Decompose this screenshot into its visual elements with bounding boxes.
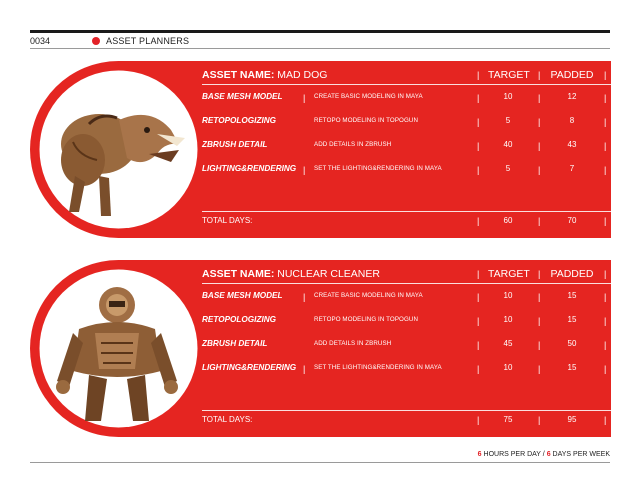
page-title: ASSET PLANNERS [106,36,190,46]
table-row: BASE MESH MODEL | CREATE BASIC MODELING IN MAYA | 10 | 15 | [202,291,607,302]
page-header [30,36,610,48]
nuclear-cleaner-illustration-icon [39,271,194,426]
total-target: 60 [503,216,513,225]
target-value: 10 [503,92,513,101]
table-row: LIGHTING&RENDERING | SET THE LIGHTING&RENDERING IN MAYA | 10 | 15 | [202,363,607,374]
total-label: TOTAL DAYS: [202,415,253,424]
padded-value: 8 [569,116,575,125]
total-row: TOTAL DAYS: | 60 | 70 | [202,216,607,226]
asset-card-nuclear-cleaner [30,260,611,437]
col-padded: PADDED [550,69,594,81]
asset-title [202,69,327,81]
total-padded: 95 [567,415,577,424]
total-padded: 70 [567,216,577,225]
target-value: 10 [503,291,513,300]
asset-name-label: ASSET NAME: [202,69,275,81]
padded-value: 15 [567,363,577,372]
task-name: ZBRUSH DETAIL [202,140,268,149]
total-divider [202,410,611,411]
col-padded: PADDED [550,268,594,280]
total-label: TOTAL DAYS: [202,216,253,225]
table-row: ZBRUSH DETAIL ADD DETAILS IN ZBRUSH | 45 | 50 | [202,339,607,350]
target-value: 10 [503,363,513,372]
hours-per-day-value: 6 [477,451,482,458]
task-desc: CREATE BASIC MODELING IN MAYA [314,93,423,100]
asset-name-label: ASSET NAME: [202,268,275,280]
asset-title [202,268,380,280]
task-desc: ADD DETAILS IN ZBRUSH [314,141,392,148]
hours-per-day-label: HOURS PER DAY [483,451,541,458]
target-value: 5 [505,164,511,173]
asset-table [202,61,611,238]
task-desc: SET THE LIGHTING&RENDERING IN MAYA [314,165,442,172]
footer-divider: / [542,451,545,458]
padded-value: 43 [567,140,577,149]
total-row: TOTAL DAYS: | 75 | 95 | [202,415,607,425]
task-name: RETOPOLOGIZING [202,315,276,324]
target-value: 10 [503,315,513,324]
task-name: BASE MESH MODEL [202,92,283,101]
footer-rule [30,462,610,463]
target-value: 5 [505,116,511,125]
header-rule [30,48,610,49]
table-header: ASSET NAME: NUCLEAR CLEANER | TARGET | PADDED | [202,268,607,280]
table-header: ASSET NAME: MAD DOG | TARGET | PADDED | [202,69,607,81]
task-name: LIGHTING&RENDERING [202,363,297,372]
total-divider [202,211,611,212]
padded-value: 15 [567,291,577,300]
target-value: 45 [503,339,513,348]
padded-value: 7 [569,164,575,173]
asset-table [202,260,611,437]
asset-name: NUCLEAR CLEANER [277,268,380,280]
page-number: 0034 [30,36,51,46]
red-dot-icon [92,37,100,45]
task-desc: CREATE BASIC MODELING IN MAYA [314,292,423,299]
table-row: ZBRUSH DETAIL ADD DETAILS IN ZBRUSH | 40 | 43 | [202,140,607,151]
task-name: BASE MESH MODEL [202,291,283,300]
task-name: RETOPOLOGIZING [202,116,276,125]
task-desc: ADD DETAILS IN ZBRUSH [314,340,392,347]
asset-card-mad-dog [30,61,611,238]
table-row: LIGHTING&RENDERING | SET THE LIGHTING&RENDERING IN MAYA | 5 | 7 | [202,164,607,175]
padded-value: 50 [567,339,577,348]
task-desc: RETOPO MODELING IN TOPOGUN [314,117,419,124]
asset-name: MAD DOG [277,69,328,81]
col-target: TARGET [488,268,530,280]
padded-value: 12 [567,92,577,101]
top-rule [30,30,610,33]
days-per-week-label: DAYS PER WEEK [552,451,610,458]
header-divider [202,283,611,284]
schedule-footer [478,451,610,458]
total-target: 75 [503,415,513,424]
col-target: TARGET [488,69,530,81]
task-name: ZBRUSH DETAIL [202,339,268,348]
table-row: BASE MESH MODEL | CREATE BASIC MODELING IN MAYA | 10 | 12 | [202,92,607,103]
padded-value: 15 [567,315,577,324]
mad-dog-illustration-icon [39,72,194,227]
days-per-week-value: 6 [546,451,551,458]
task-desc: SET THE LIGHTING&RENDERING IN MAYA [314,364,442,371]
table-row: RETOPOLOGIZING RETOPO MODELING IN TOPOGUN | 10 | 15 | [202,315,607,326]
task-name: LIGHTING&RENDERING [202,164,297,173]
table-row: RETOPOLOGIZING RETOPO MODELING IN TOPOGUN | 5 | 8 | [202,116,607,127]
target-value: 40 [503,140,513,149]
task-desc: RETOPO MODELING IN TOPOGUN [314,316,419,323]
header-divider [202,84,611,85]
